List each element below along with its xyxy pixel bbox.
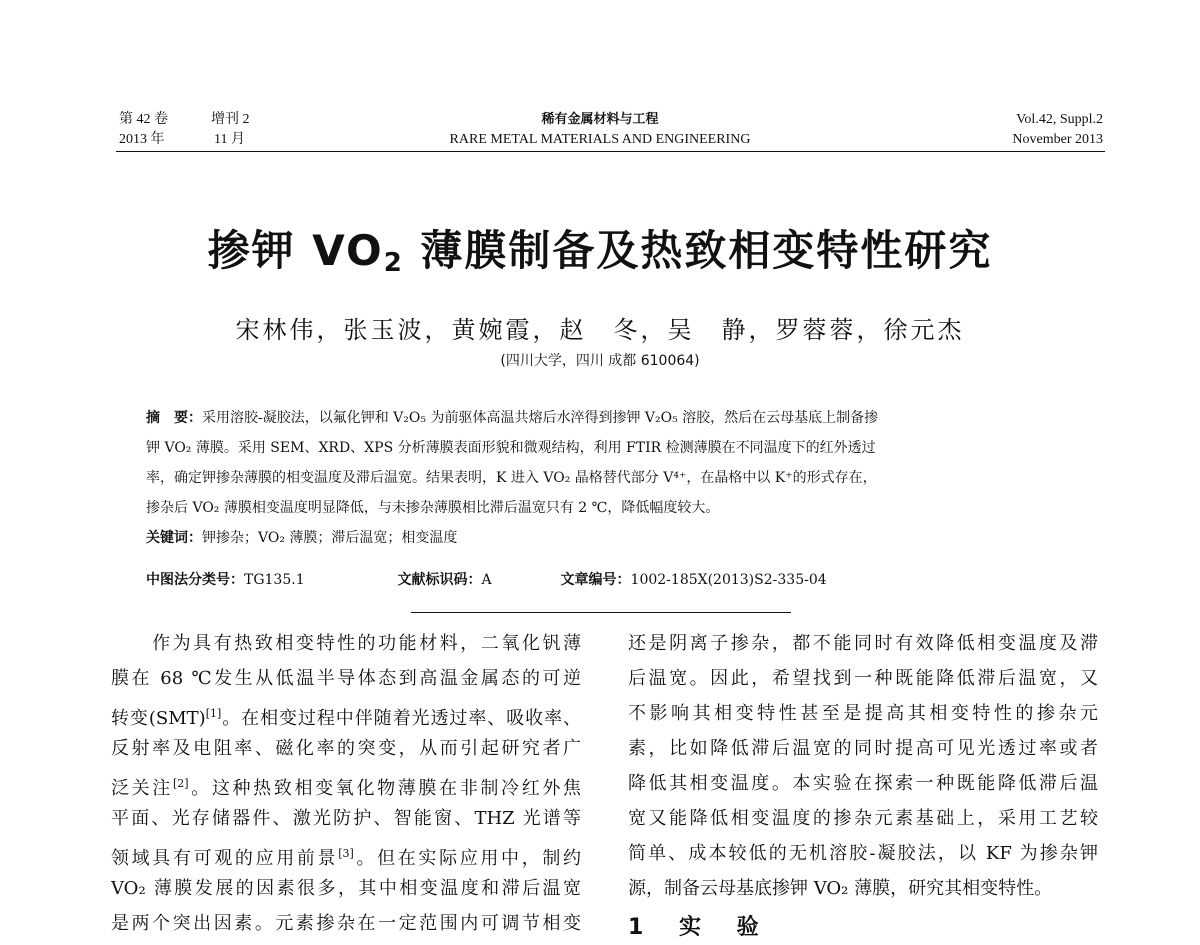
clc-value: TG135.1 [244, 572, 305, 588]
affiliation: (四川大学，四川 成都 610064) [500, 353, 700, 369]
abstract [146, 403, 1076, 553]
body-right-column [628, 626, 1098, 945]
keywords-label: 关键词： [146, 530, 202, 546]
header-date-en: November 2013 [1012, 132, 1103, 147]
body-line: 降低其相变温度。本实验在探索一种既能降低滞后温 [628, 773, 1098, 794]
abstract-divider [411, 612, 791, 613]
keywords [146, 523, 1076, 553]
authors: 宋林伟，张玉波，黄婉霞，赵 冬，吴 静，罗蓉蓉，徐元杰 [235, 316, 965, 344]
header-journal-cn: 稀有金属材料与工程 [541, 112, 659, 127]
body-line: 平面、光存储器件、激光防护、智能窗、THZ 光谱等 [111, 808, 581, 829]
header-rule [116, 151, 1105, 152]
abstract-line: 钾 VO₂ 薄膜。采用 SEM、XRD、XPS 分析薄膜表面形貌和微观结构，利用 FTIR 检测薄膜在不同温度下的红外透过 [146, 440, 876, 456]
article-number-label: 文章编号： [560, 572, 631, 588]
body-line: 泛关注[2]。这种热致相变氧化物薄膜在非制冷红外焦 [111, 777, 581, 799]
body-line: 还是阴离子掺杂，都不能同时有效降低相变温度及滞 [628, 633, 1098, 654]
paper-title: 掺钾 $VO_2$ 薄膜制备及热致相变特性研究 [207, 226, 993, 278]
body-line: 后温宽。因此，希望找到一种既能降低滞后温宽，又 [628, 668, 1098, 689]
doc-code-value: A [481, 572, 492, 588]
article-number-value: 1002-185X(2013)S2-335-04 [630, 572, 827, 588]
citation-ref[interactable]: [1] [205, 707, 222, 720]
body-line: 简单、成本较低的无机溶胶-凝胶法，以 KF 为掺杂钾 [628, 843, 1098, 864]
body-line: 不影响其相变特性甚至是提高其相变特性的掺杂元 [628, 703, 1098, 724]
header-year: 2013 年 [119, 132, 165, 147]
body-line: 转变(SMT)[1]。在相变过程中伴随着光透过率、吸收率、 [111, 707, 581, 729]
header-journal-en: RARE METAL MATERIALS AND ENGINEERING [449, 132, 751, 147]
body-line: 领域具有可观的应用前景[3]。但在实际应用中，制约 [111, 847, 581, 869]
section-heading: 1 实 验 [628, 915, 773, 940]
body-left-column [111, 626, 581, 941]
abstract-line: 掺杂后 VO₂ 薄膜相变温度明显降低，与未掺杂薄膜相比滞后温宽只有 2 ℃，降低幅度较大。 [146, 500, 720, 516]
body-line: 膜在 68 ℃发生从低温半导体态到高温金属态的可逆 [111, 668, 581, 689]
body-line: VO₂ 薄膜发展的因素很多，其中相变温度和滞后温宽 [111, 878, 581, 899]
clc-label: 中图法分类号： [146, 572, 244, 588]
classification-row [146, 568, 827, 592]
header-volume: 第 42 卷 [119, 112, 168, 127]
abstract-label: 摘 要： [146, 410, 202, 426]
keywords-text: 钾掺杂；VO₂ 薄膜；滞后温宽；相变温度 [202, 530, 458, 546]
abstract-line: 率，确定钾掺杂薄膜的相变温度及滞后温宽。结果表明，K 进入 VO₂ 晶格替代部分 V⁴⁺，在晶格中以 K⁺的形式存在， [146, 470, 877, 486]
header-issue: 增刊 2 [211, 112, 250, 127]
doc-code-label: 文献标识码： [397, 572, 482, 588]
header-month: 11 月 [214, 132, 245, 147]
body-line: 作为具有热致相变特性的功能材料，二氧化钒薄 [111, 633, 581, 654]
citation-ref[interactable]: [3] [338, 847, 354, 860]
abstract-line: 摘 要：采用溶胶-凝胶法，以氟化钾和 V₂O₅ 为前驱体高温共熔后水淬得到掺钾 V₂O₅ 溶胶，然后在云母基底上制备掺 [146, 410, 879, 426]
body-line: 源，制备云母基底掺钾 VO₂ 薄膜，研究其相变特性。 [628, 878, 1053, 899]
citation-ref[interactable]: [2] [172, 777, 189, 790]
header-volume-en: Vol.42, Suppl.2 [1016, 112, 1103, 127]
body-line: 反射率及电阻率、磁化率的突变，从而引起研究者广 [111, 738, 581, 759]
body-line: 素，比如降低滞后温宽的同时提高可见光透过率或者 [628, 738, 1098, 759]
body-line: 宽又能降低相变温度的掺杂元素基础上，采用工艺较 [628, 808, 1098, 829]
body-line: 是两个突出因素。元素掺杂在一定范围内可调节相变 [111, 913, 581, 934]
